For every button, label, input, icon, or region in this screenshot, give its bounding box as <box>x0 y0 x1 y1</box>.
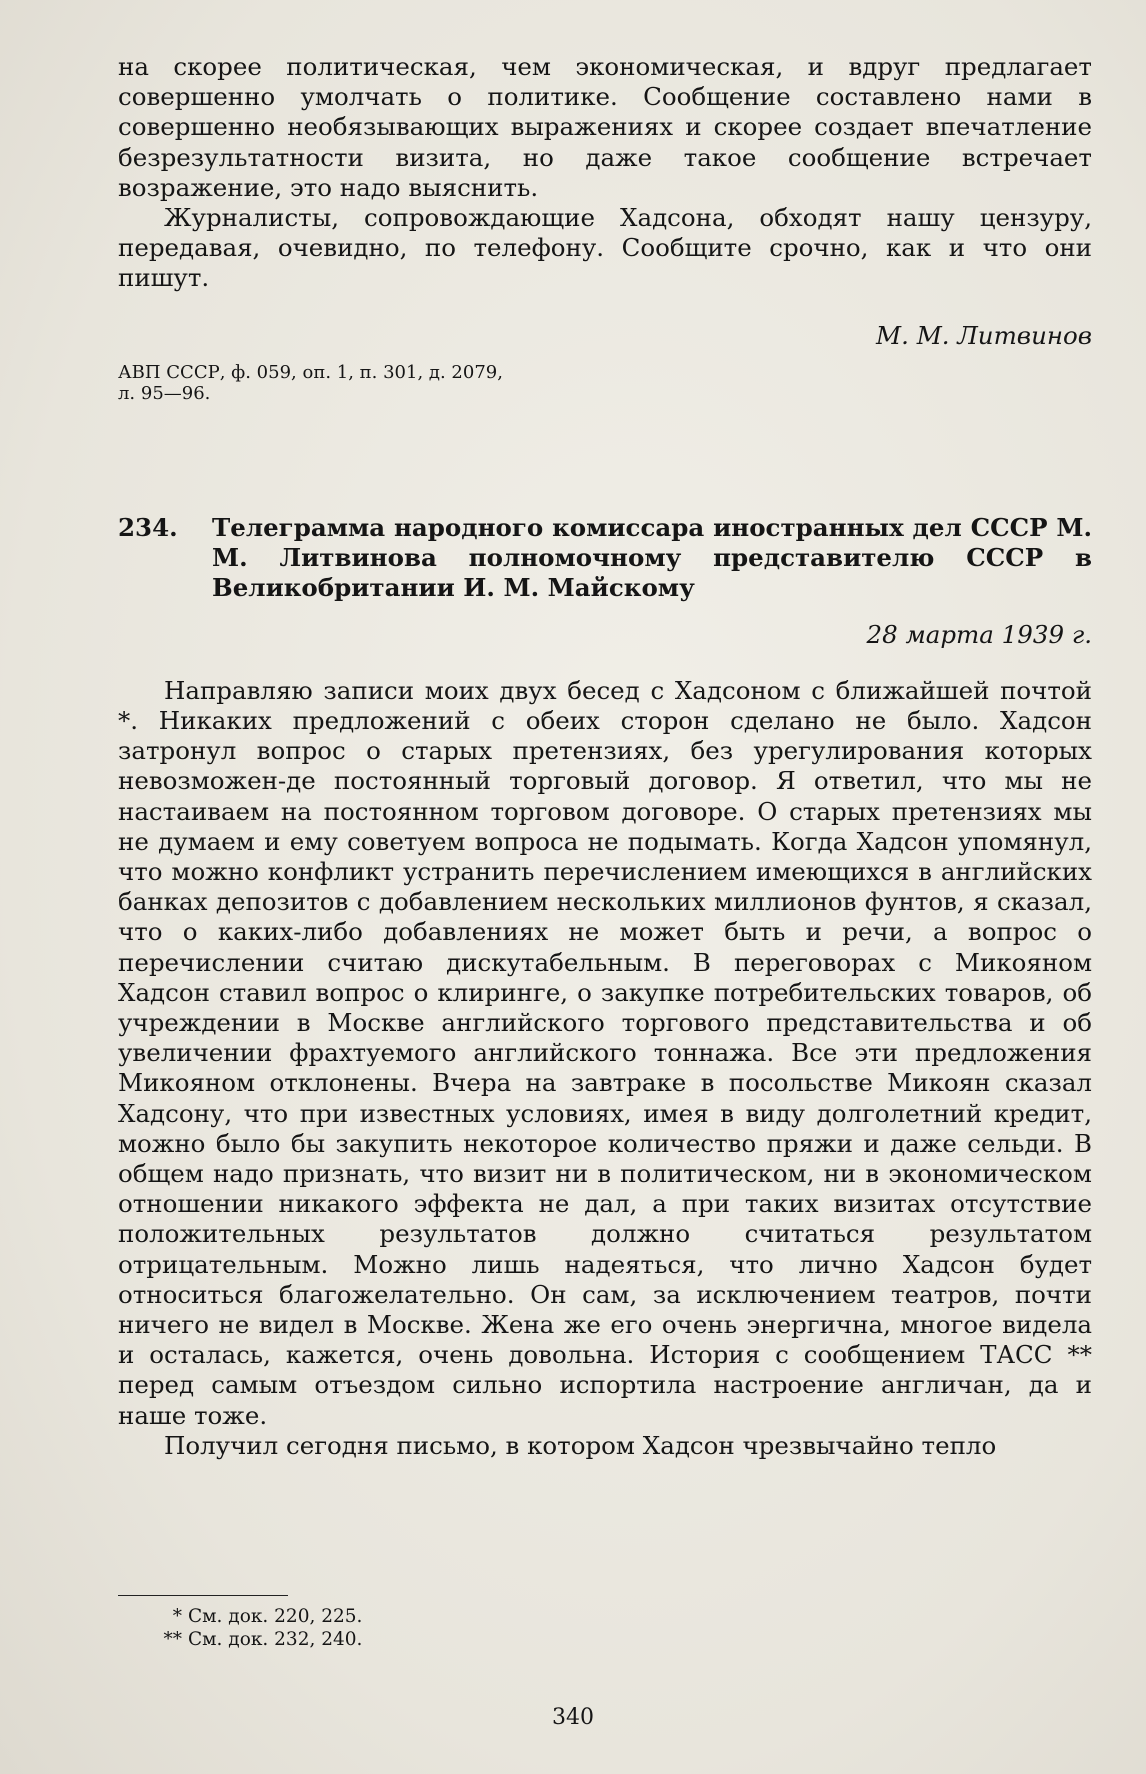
footnote-text: См. док. 220, 225. <box>188 1606 363 1627</box>
footnote-mark: * <box>172 1606 182 1627</box>
body-paragraph-continued: Получил сегодня письмо, в котором Хадсон чрезвычайно тепло <box>164 1430 997 1460</box>
body-paragraph: Направляю записи моих двух бесед с Хадсоном с ближайшей почтой *. Никаких предложений с обеих сторон сделано не было. Хадсон затронул вопрос о старых претензиях, без урегулирования которых невозможен-де постоянный торговый договор. Я ответил, что мы не настаиваем на постоянном торговом договоре. О старых претензиях мы не думаем и ему советуем вопроса не подымать. Когда Хадсон упомянул, что можно конфликт устранить перечислением имеющихся в английских банках депозитов с добавлением нескольких миллионов фунтов, я сказал, что о каких-либо добавлениях не может быть и речи, а вопрос о перечислении считаю дискутабельным. В переговорах с Микояном Хадсон ставил вопрос о клиринге, о закупке потребительских товаров, об учреждении в Москве английского торгового представительства и об увеличении фрахтуемого английского тоннажа. Все эти предложения Микояном отклонены. Вчера на завтраке в посольстве Микоян сказал Хадсону, что при известных условиях, имея в виду долголетний кредит, можно было бы закупить некоторое количество пряжи и даже сельди. В общем надо признать, что визит ни в политическом, ни в экономическом отношении никакого эффекта не дал, а при таких визитах отсутствие положительных результатов должно считаться результатом отрицательным. Можно лишь надеяться, что лично Хадсон будет относиться благожелательно. Он сам, за исключением театров, почти ничего не видел в Москве. Жена же его очень энергична, многое видела и осталась, кажется, очень довольна. История с сообщением ТАСС ** перед самым отъездом сильно испортила настроение англичан, да и наше тоже. <box>118 675 1092 1430</box>
footnotes <box>118 1595 1092 1651</box>
footnote <box>118 1628 1092 1651</box>
archive-reference <box>118 362 1092 404</box>
footnote-mark: ** <box>163 1629 182 1650</box>
footnote <box>118 1605 1092 1628</box>
document-heading <box>118 513 1092 604</box>
page-number: 340 <box>552 1705 594 1730</box>
archive-reference-line: л. 95—96. <box>118 382 211 404</box>
continuation-paragraph: на скорее политическая, чем экономическая, и вдруг предлагает совершенно умолчать о политике. Сообщение составлено нами в совершенно необязывающих выражениях и скорее создает впечатление безрезультатности визита, но даже такое сообщение встречает возражение, это надо выяснить. <box>118 52 1092 202</box>
footnote-divider <box>118 1595 288 1596</box>
journalists-paragraph: Журналисты, сопровождающие Хадсона, обходят нашу цензуру, передавая, очевидно, по телефону. Сообщите срочно, как и что они пишут. <box>118 203 1092 293</box>
document-title: Телеграмма народного комиссара иностранных дел СССР М. М. Литвинова полномочному представителю СССР в Великобритании И. М. Майскому <box>212 513 1092 603</box>
continuation-section <box>118 52 1092 404</box>
archive-reference-line: АВП СССР, ф. 059, оп. 1, п. 301, д. 2079, <box>118 361 503 383</box>
document-section <box>118 513 1092 1461</box>
document-date: 28 марта 1939 г. <box>866 619 1092 649</box>
footnote-text: См. док. 232, 240. <box>188 1629 363 1650</box>
document-number: 234. <box>118 513 178 542</box>
signature: М. М. Литвинов <box>876 320 1092 350</box>
